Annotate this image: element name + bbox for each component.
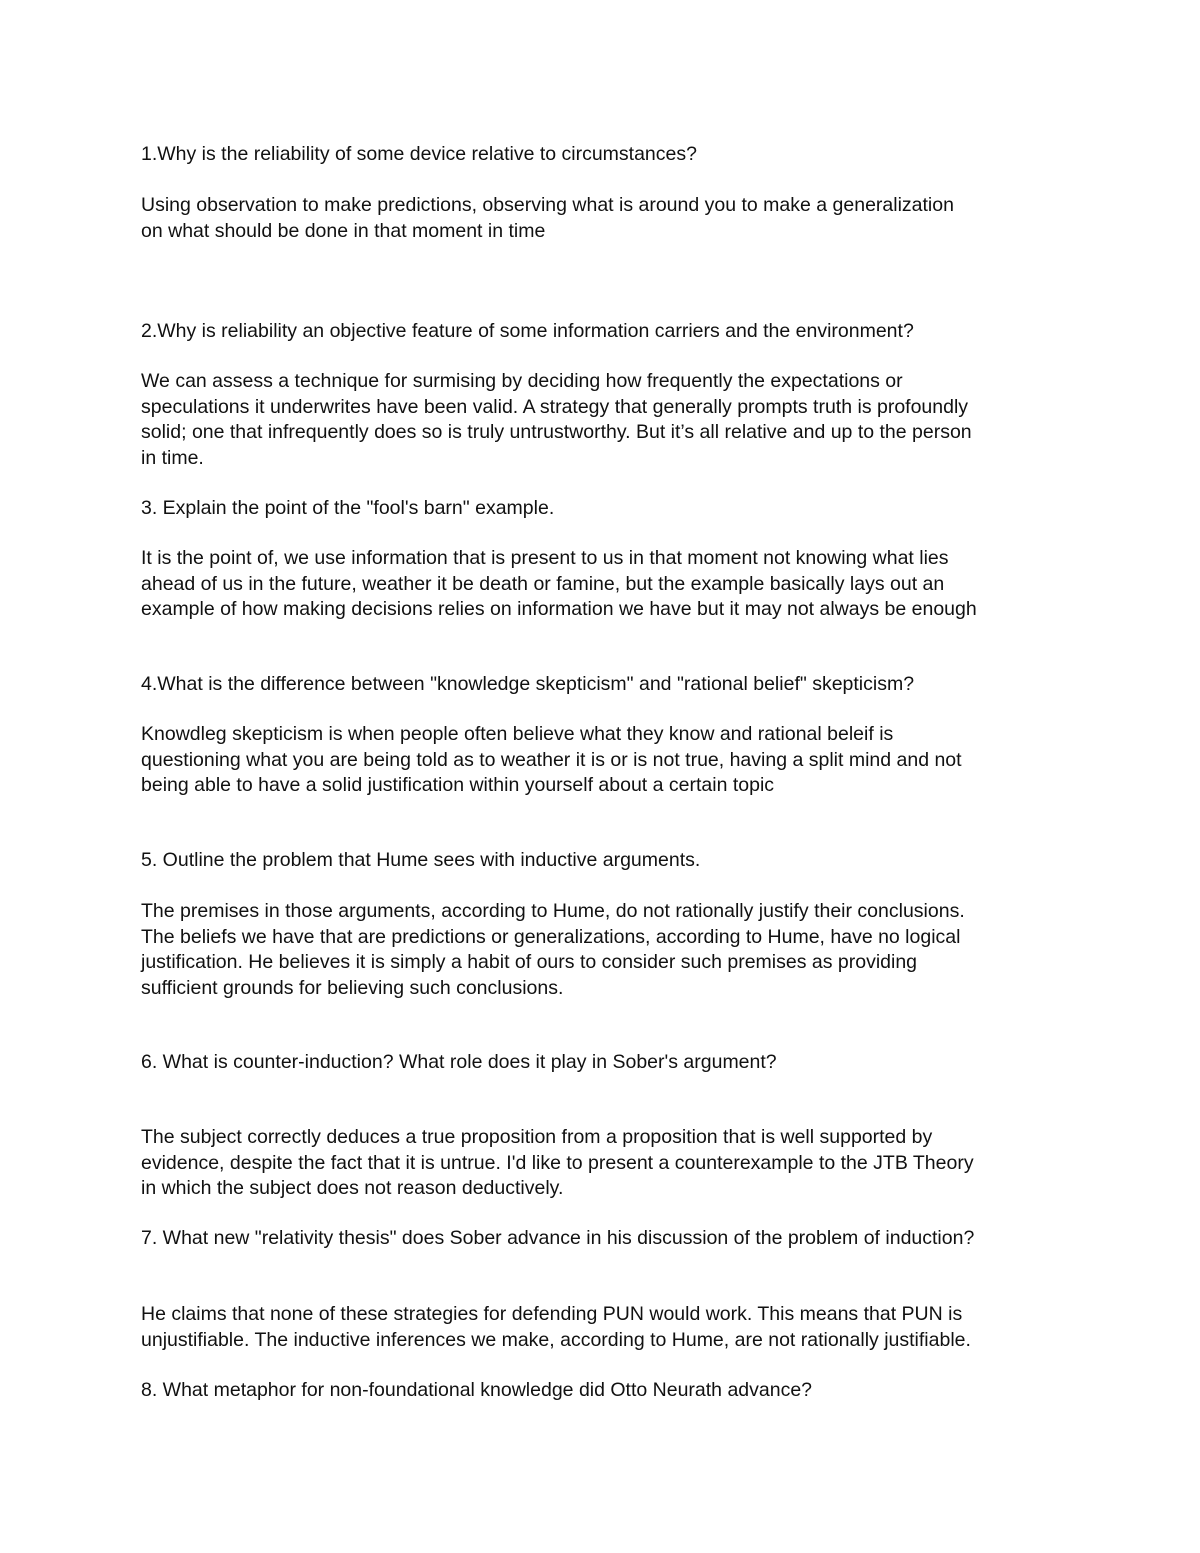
answer-6-line: in which the subject does not reason deductively. <box>141 1177 564 1199</box>
answer-1-line: Using observation to make predictions, observing what is around you to make a generalization <box>141 194 954 216</box>
answer-6-line: evidence, despite the fact that it is untrue. I'd like to present a counterexample to the JTB Theory <box>141 1151 974 1174</box>
answer-2 <box>141 369 1071 471</box>
question-2 <box>141 319 1071 345</box>
answer-4-line: being able to have a solid justification within yourself about a certain topic <box>141 774 775 796</box>
question-7 <box>141 1226 1071 1252</box>
question-4-text: 4.What is the difference between "knowledge skepticism" and "rational belief" skepticism? <box>141 673 915 695</box>
question-3 <box>141 496 1071 522</box>
question-5 <box>141 848 1071 874</box>
question-6-text: 6. What is counter-induction? What role does it play in Sober's argument? <box>141 1051 777 1073</box>
answer-5 <box>141 899 1071 1001</box>
answer-3-line: ahead of us in the future, weather it be death or famine, but the example basically lays out an <box>141 572 945 595</box>
question-2-text: 2.Why is reliability an objective feature of some information carriers and the environment? <box>141 320 914 342</box>
question-7-text: 7. What new "relativity thesis" does Sober advance in his discussion of the problem of induction? <box>141 1227 975 1249</box>
question-8-text: 8. What metaphor for non-foundational knowledge did Otto Neurath advance? <box>141 1379 813 1401</box>
answer-3 <box>141 546 1071 623</box>
question-1-text: 1.Why is the reliability of some device relative to circumstances? <box>141 143 697 165</box>
answer-7 <box>141 1302 1071 1353</box>
answer-4-line: Knowdleg skepticism is when people often believe what they know and rational beleif is <box>141 723 894 745</box>
question-1 <box>141 142 1071 168</box>
question-4 <box>141 672 1071 698</box>
answer-5-line: The premises in those arguments, according to Hume, do not rationally justify their conclusions. <box>141 900 965 922</box>
answer-1 <box>141 193 1071 244</box>
answer-7-line: unjustifiable. The inductive inferences we make, according to Hume, are not rationally justifiable. <box>141 1328 971 1351</box>
question-8 <box>141 1378 1071 1404</box>
question-3-text: 3. Explain the point of the "fool's barn" example. <box>141 497 555 519</box>
question-5-text: 5. Outline the problem that Hume sees with inductive arguments. <box>141 849 701 871</box>
answer-2-line: solid; one that infrequently does so is truly untrustworthy. But it’s all relative and up to the person <box>141 421 972 443</box>
answer-5-line: sufficient grounds for believing such conclusions. <box>141 976 564 999</box>
question-6 <box>141 1050 1071 1076</box>
answer-2-line: speculations it underwrites have been valid. A strategy that generally prompts truth is profoundly <box>141 395 969 418</box>
answer-3-line: It is the point of, we use information that is present to us in that moment not knowing what lies <box>141 547 949 569</box>
answer-6-line: The subject correctly deduces a true proposition from a proposition that is well supported by <box>141 1126 933 1148</box>
answer-6 <box>141 1125 1071 1202</box>
answer-3-line: example of how making decisions relies on information we have but it may not always be enough <box>141 598 977 620</box>
answer-2-line: We can assess a technique for surmising by deciding how frequently the expectations or <box>141 370 903 392</box>
answer-7-line: He claims that none of these strategies for defending PUN would work. This means that PUN is <box>141 1303 963 1325</box>
answer-5-line: justification. He believes it is simply a habit of ours to consider such premises as providing <box>141 951 918 973</box>
answer-4-line: questioning what you are being told as to weather it is or is not true, having a split mind and not <box>141 748 962 771</box>
answer-5-line: The beliefs we have that are predictions or generalizations, according to Hume, have no logical <box>141 925 961 948</box>
answer-4 <box>141 722 1071 799</box>
answer-2-line: in time. <box>141 446 204 469</box>
answer-1-line: on what should be done in that moment in time <box>141 219 546 242</box>
